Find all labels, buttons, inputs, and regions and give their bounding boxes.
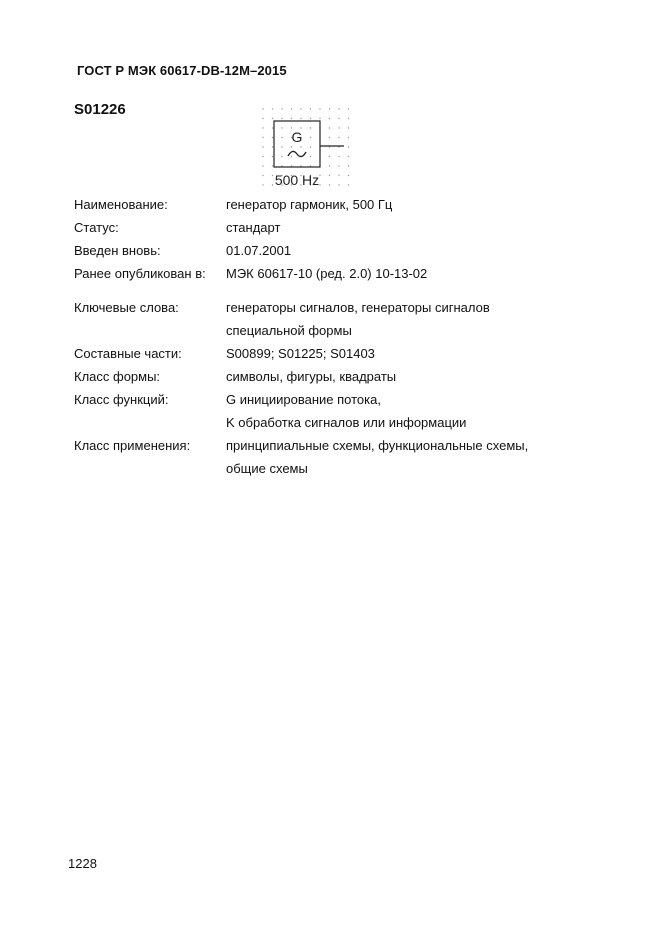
property-label: Класс применения: (74, 438, 191, 453)
grid-dot (291, 156, 292, 157)
property-value: G инициирование потока, (226, 392, 381, 407)
grid-dot (262, 118, 263, 119)
grid-dot (291, 118, 292, 119)
sine-wave-icon (288, 151, 306, 156)
grid-dot (348, 165, 349, 166)
property-value: общие схемы (226, 461, 308, 476)
grid-dot (272, 156, 273, 157)
property-value: K обработка сигналов или информации (226, 415, 467, 430)
grid-dot (262, 137, 263, 138)
grid-dot (338, 127, 339, 128)
grid-dot (329, 184, 330, 185)
grid-dot (272, 127, 273, 128)
grid-dot (300, 108, 301, 109)
property-row (74, 296, 594, 342)
document-header: ГОСТ Р МЭК 60617-DB-12М–2015 (77, 63, 287, 78)
grid-dot (338, 156, 339, 157)
grid-dot (310, 137, 311, 138)
property-label: Ранее опубликован в: (74, 266, 206, 281)
grid-dot (300, 146, 301, 147)
grid-dot (348, 137, 349, 138)
grid-dot (310, 127, 311, 128)
property-label: Класс функций: (74, 392, 169, 407)
grid-dot (310, 118, 311, 119)
property-values (226, 342, 594, 365)
grid-dot (281, 108, 282, 109)
property-value: генераторы сигналов, генераторы сигналов (226, 300, 490, 315)
property-value: специальной формы (226, 323, 352, 338)
property-values (226, 434, 594, 480)
grid-dot (348, 118, 349, 119)
property-row (74, 193, 594, 216)
property-values (226, 388, 594, 434)
grid-dot (272, 184, 273, 185)
property-values (226, 216, 594, 239)
property-value: S00899; S01225; S01403 (226, 346, 375, 361)
grid-dot (262, 127, 263, 128)
grid-dot (272, 175, 273, 176)
grid-dot (338, 137, 339, 138)
grid-dot (291, 146, 292, 147)
grid-dot (329, 137, 330, 138)
generator-letter: G (291, 129, 303, 145)
grid-dot (272, 108, 273, 109)
grid-dot (348, 156, 349, 157)
grid-dot (338, 184, 339, 185)
grid-dot (262, 175, 263, 176)
property-label: Статус: (74, 220, 119, 235)
grid-dot (310, 146, 311, 147)
grid-dot (348, 184, 349, 185)
grid-dot (319, 118, 320, 119)
property-value: символы, фигуры, квадраты (226, 369, 397, 384)
generator-symbol-figure (257, 103, 353, 193)
property-values (226, 193, 594, 216)
property-row (74, 434, 594, 480)
property-values (226, 262, 594, 285)
property-row (74, 342, 594, 365)
grid-dot (281, 137, 282, 138)
property-row (74, 216, 594, 239)
grid-dot (348, 175, 349, 176)
property-label: Класс формы: (74, 369, 161, 384)
property-values (226, 296, 594, 342)
grid-dot (281, 118, 282, 119)
grid-dot (272, 146, 273, 147)
symbol-properties (74, 193, 594, 480)
grid-dot (291, 108, 292, 109)
grid-dot (348, 108, 349, 109)
property-row (74, 262, 594, 285)
grid-dot (262, 184, 263, 185)
symbol-caption: 500 Hz (274, 172, 320, 188)
property-value: генератор гармоник, 500 Гц (226, 197, 393, 212)
property-row (74, 239, 594, 262)
grid-dot (262, 156, 263, 157)
grid-dot (281, 127, 282, 128)
grid-dot (272, 118, 273, 119)
symbol-code: S01226 (74, 101, 126, 118)
grid-dot (329, 127, 330, 128)
property-values (226, 239, 594, 262)
property-value: стандарт (226, 220, 281, 235)
property-row (74, 388, 594, 434)
property-values (226, 365, 594, 388)
grid-dot (329, 108, 330, 109)
property-label: Ключевые слова: (74, 300, 179, 315)
property-value: МЭК 60617-10 (ред. 2.0) 10-13-02 (226, 266, 428, 281)
grid-dot (310, 108, 311, 109)
grid-dot (338, 108, 339, 109)
grid-dot (262, 108, 263, 109)
grid-dot (272, 165, 273, 166)
property-value: принципиальные схемы, функциональные схемы, (226, 438, 529, 453)
grid-dot (329, 175, 330, 176)
grid-dot (262, 146, 263, 147)
grid-dot (329, 156, 330, 157)
grid-dot (329, 118, 330, 119)
grid-dot (319, 108, 320, 109)
grid-dot (281, 156, 282, 157)
property-row (74, 365, 594, 388)
grid-dot (329, 165, 330, 166)
grid-dot (310, 156, 311, 157)
grid-dot (272, 137, 273, 138)
grid-dot (281, 146, 282, 147)
property-label: Составные части: (74, 346, 182, 361)
grid-dot (300, 118, 301, 119)
grid-dot (338, 175, 339, 176)
grid-dot (338, 118, 339, 119)
grid-dot (338, 165, 339, 166)
grid-dot (348, 127, 349, 128)
grid-dot (319, 175, 320, 176)
grid-dot (348, 146, 349, 147)
property-label: Наименование: (74, 197, 168, 212)
page-number: 1228 (68, 856, 97, 871)
grid-dot (319, 184, 320, 185)
property-label: Введен вновь: (74, 243, 161, 258)
grid-dot (262, 165, 263, 166)
property-value: 01.07.2001 (226, 243, 292, 258)
